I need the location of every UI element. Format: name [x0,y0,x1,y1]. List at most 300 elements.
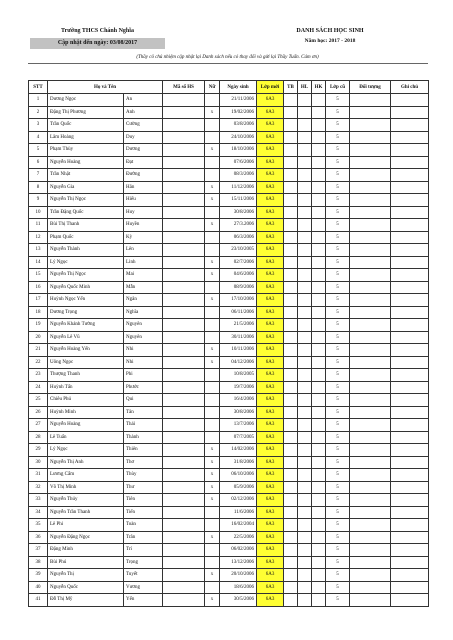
cell-stt: 30 [29,456,48,469]
cell-given-name: Tuyết [124,569,163,582]
cell-old-class: 5 [326,406,350,419]
cell-new-class: 6A3 [257,544,284,557]
cell-student-id [163,494,205,507]
cell-notes [391,531,429,544]
cell-hl [298,581,312,594]
cell-family-name: Nguyễn Quốc [48,581,124,594]
cell-hk [312,119,326,132]
cell-notes [391,356,429,369]
cell-birthdate: 08/9/2006 [220,281,257,294]
cell-family-name: Võ Thị Minh [48,481,124,494]
cell-given-name: Tiên [124,494,163,507]
cell-birthdate: 18/6/2006 [220,581,257,594]
cell-old-class: 5 [326,581,350,594]
cell-new-class: 6A3 [257,306,284,319]
cell-old-class: 5 [326,344,350,357]
cell-new-class: 6A3 [257,506,284,519]
document-title: DANH SÁCH HỌC SINH [296,28,364,34]
cell-female [205,419,220,432]
cell-old-class: 5 [326,94,350,107]
cell-hl [298,169,312,182]
cell-tb [284,469,298,482]
cell-stt: 15 [29,269,48,282]
cell-female: x [205,144,220,157]
cell-family-name: Nguyễn Hoàng [48,156,124,169]
cell-new-class: 6A3 [257,556,284,569]
cell-stt: 33 [29,494,48,507]
cell-new-class: 6A3 [257,194,284,207]
table-row [29,469,429,482]
table-row [29,144,429,157]
cell-old-class: 5 [326,569,350,582]
cell-category [350,569,391,582]
cell-stt: 3 [29,119,48,132]
cell-female [205,369,220,382]
table-row [29,431,429,444]
cell-tb [284,119,298,132]
cell-old-class: 5 [326,431,350,444]
cell-old-class: 5 [326,269,350,282]
cell-birthdate: 13/12/2006 [220,556,257,569]
cell-student-id [163,231,205,244]
cell-category [350,494,391,507]
table-row [29,356,429,369]
cell-stt: 2 [29,106,48,119]
cell-new-class: 6A3 [257,594,284,607]
cell-given-name: Phước [124,381,163,394]
cell-family-name: Lương Cẩm [48,469,124,482]
cell-female: x [205,569,220,582]
cell-old-class: 5 [326,519,350,532]
cell-female [205,244,220,257]
cell-given-name: Trí [124,544,163,557]
cell-stt: 39 [29,569,48,582]
cell-female: x [205,269,220,282]
table-row [29,206,429,219]
cell-given-name: Tân [124,406,163,419]
cell-female [205,131,220,144]
cell-old-class: 5 [326,506,350,519]
cell-new-class: 6A3 [257,469,284,482]
cell-given-name: Mai [124,269,163,282]
cell-notes [391,419,429,432]
cell-family-name: Nguyễn Quốc Minh [48,281,124,294]
cell-birthdate: 03/8/2006 [220,119,257,132]
cell-category [350,406,391,419]
cell-old-class: 5 [326,194,350,207]
cell-family-name: Huỳnh Ngọc Yến [48,294,124,307]
cell-old-class: 5 [326,306,350,319]
cell-tb [284,594,298,607]
cell-student-id [163,131,205,144]
cell-family-name: Nguyễn Gia [48,181,124,194]
col-header-category: Đối tượng [350,81,391,94]
cell-tb [284,356,298,369]
cell-birthdate: 16/4/2006 [220,394,257,407]
cell-given-name: Dương [124,144,163,157]
cell-student-id [163,406,205,419]
cell-category [350,306,391,319]
cell-female: x [205,481,220,494]
cell-given-name: Nhi [124,356,163,369]
col-header-student-id: Mã số HS [163,81,205,94]
cell-stt: 38 [29,556,48,569]
cell-notes [391,594,429,607]
cell-family-name: Đặng Minh [48,544,124,557]
cell-tb [284,506,298,519]
cell-student-id [163,456,205,469]
cell-student-id [163,581,205,594]
cell-old-class: 5 [326,369,350,382]
cell-new-class: 6A3 [257,381,284,394]
cell-old-class: 5 [326,481,350,494]
table-row [29,381,429,394]
cell-birthdate: 07/7/2005 [220,431,257,444]
cell-notes [391,306,429,319]
cell-female: x [205,356,220,369]
cell-hl [298,244,312,257]
cell-female: x [205,594,220,607]
cell-new-class: 6A3 [257,331,284,344]
cell-hk [312,231,326,244]
cell-hl [298,406,312,419]
cell-given-name: Vương [124,581,163,594]
cell-notes [391,169,429,182]
cell-hk [312,256,326,269]
cell-stt: 34 [29,506,48,519]
cell-hk [312,456,326,469]
cell-new-class: 6A3 [257,369,284,382]
cell-hk [312,431,326,444]
cell-old-class: 5 [326,456,350,469]
cell-given-name: Hân [124,181,163,194]
cell-female: x [205,256,220,269]
cell-given-name: An [124,94,163,107]
cell-hl [298,494,312,507]
cell-new-class: 6A3 [257,569,284,582]
cell-notes [391,244,429,257]
cell-old-class: 5 [326,356,350,369]
cell-stt: 10 [29,206,48,219]
cell-old-class: 5 [326,294,350,307]
cell-category [350,519,391,532]
cell-student-id [163,531,205,544]
cell-birthdate: 22/5/2006 [220,531,257,544]
cell-birthdate: 04/6/2006 [220,269,257,282]
col-header-tb: TB [284,81,298,94]
cell-tb [284,256,298,269]
cell-student-id [163,219,205,232]
cell-female: x [205,294,220,307]
cell-birthdate: 30/8/2006 [220,206,257,219]
cell-stt: 28 [29,431,48,444]
cell-category [350,206,391,219]
cell-given-name: Tiến [124,506,163,519]
cell-family-name: Nguyễn Khánh Tường [48,319,124,332]
cell-student-id [163,119,205,132]
cell-student-id [163,144,205,157]
cell-notes [391,219,429,232]
table-row [29,569,429,582]
cell-tb [284,94,298,107]
table-row [29,244,429,257]
cell-notes [391,319,429,332]
cell-tb [284,581,298,594]
cell-family-name: Dương Ngọc [48,94,124,107]
cell-new-class: 6A3 [257,219,284,232]
cell-hk [312,531,326,544]
cell-hl [298,369,312,382]
cell-student-id [163,381,205,394]
cell-hl [298,269,312,282]
cell-hk [312,381,326,394]
col-header-new-class: Lớp mới [257,81,284,94]
cell-family-name: Trần Đặng Quốc [48,206,124,219]
cell-given-name: Huyền [124,219,163,232]
cell-hk [312,144,326,157]
cell-family-name: Đặng Thị Phương [48,106,124,119]
cell-new-class: 6A3 [257,144,284,157]
cell-hk [312,406,326,419]
cell-female [205,331,220,344]
cell-stt: 18 [29,306,48,319]
table-row [29,319,429,332]
cell-new-class: 6A3 [257,494,284,507]
cell-female [205,544,220,557]
cell-tb [284,569,298,582]
cell-hl [298,331,312,344]
cell-stt: 16 [29,281,48,294]
table-row [29,481,429,494]
cell-tb [284,431,298,444]
cell-hk [312,156,326,169]
cell-stt: 41 [29,594,48,607]
cell-hk [312,306,326,319]
cell-new-class: 6A3 [257,394,284,407]
cell-birthdate: 20/10/2006 [220,569,257,582]
cell-new-class: 6A3 [257,419,284,432]
cell-hk [312,506,326,519]
cell-category [350,194,391,207]
cell-tb [284,519,298,532]
cell-tb [284,444,298,457]
cell-female [205,556,220,569]
cell-given-name: Nguyên [124,319,163,332]
student-rows [29,94,429,607]
cell-hk [312,369,326,382]
table-row [29,419,429,432]
cell-tb [284,319,298,332]
cell-female: x [205,444,220,457]
table-row [29,494,429,507]
cell-given-name: Thái [124,419,163,432]
cell-hl [298,381,312,394]
cell-notes [391,581,429,594]
cell-hl [298,131,312,144]
cell-category [350,419,391,432]
cell-notes [391,406,429,419]
cell-notes [391,569,429,582]
col-header-notes: Ghi chú [391,81,429,94]
cell-stt: 24 [29,381,48,394]
table-row [29,544,429,557]
cell-given-name: Thiên [124,444,163,457]
cell-hl [298,306,312,319]
cell-student-id [163,244,205,257]
cell-birthdate: 11/6/2006 [220,506,257,519]
cell-tb [284,531,298,544]
cell-given-name: Thơ [124,456,163,469]
cell-tb [284,306,298,319]
cell-hk [312,581,326,594]
cell-category [350,256,391,269]
cell-female [205,581,220,594]
cell-female: x [205,494,220,507]
header-divider [28,63,428,64]
cell-given-name: Nghĩa [124,306,163,319]
instruction-note: (Thầy cô chủ nhiệm cập nhật lại Danh sách nếu có thay đổi và gửi lại Thầy Tuấn. Cám ơn) [136,55,319,60]
cell-hk [312,356,326,369]
cell-notes [391,481,429,494]
cell-notes [391,469,429,482]
cell-hk [312,344,326,357]
cell-new-class: 6A3 [257,244,284,257]
cell-family-name: Phạm Quốc [48,231,124,244]
cell-hl [298,556,312,569]
cell-stt: 31 [29,469,48,482]
cell-student-id [163,506,205,519]
cell-category [350,294,391,307]
cell-hk [312,544,326,557]
cell-student-id [163,469,205,482]
cell-family-name: Uông Ngọc [48,356,124,369]
cell-tb [284,481,298,494]
cell-female [205,206,220,219]
cell-notes [391,256,429,269]
cell-female: x [205,194,220,207]
cell-category [350,356,391,369]
cell-stt: 19 [29,319,48,332]
cell-notes [391,281,429,294]
table-row [29,394,429,407]
cell-birthdate: 15/11/2006 [220,194,257,207]
cell-female [205,231,220,244]
cell-category [350,131,391,144]
cell-female [205,319,220,332]
cell-category [350,431,391,444]
cell-notes [391,381,429,394]
cell-old-class: 5 [326,169,350,182]
cell-given-name: Thư [124,481,163,494]
cell-given-name: Huy [124,206,163,219]
cell-tb [284,544,298,557]
cell-given-name: Linh [124,256,163,269]
cell-family-name: Bùi Phú [48,556,124,569]
cell-birthdate: 27/3.2006 [220,219,257,232]
cell-hl [298,194,312,207]
cell-old-class: 5 [326,544,350,557]
cell-notes [391,181,429,194]
cell-hl [298,569,312,582]
cell-new-class: 6A3 [257,356,284,369]
cell-hl [298,531,312,544]
cell-family-name: Trần Nhật [48,169,124,182]
cell-category [350,556,391,569]
cell-tb [284,281,298,294]
cell-hl [298,431,312,444]
cell-stt: 36 [29,531,48,544]
cell-category [350,144,391,157]
cell-hl [298,206,312,219]
cell-category [350,481,391,494]
table-row [29,194,429,207]
cell-stt: 21 [29,344,48,357]
cell-old-class: 5 [326,594,350,607]
cell-hl [298,394,312,407]
cell-student-id [163,331,205,344]
cell-old-class: 5 [326,206,350,219]
cell-student-id [163,106,205,119]
cell-category [350,581,391,594]
table-row [29,156,429,169]
cell-stt: 40 [29,581,48,594]
cell-hl [298,144,312,157]
cell-old-class: 5 [326,231,350,244]
cell-old-class: 5 [326,381,350,394]
cell-female [205,506,220,519]
table-row [29,219,429,232]
cell-birthdate: 06/11/2006 [220,306,257,319]
cell-student-id [163,94,205,107]
cell-family-name: Nguyễn Hoàng [48,419,124,432]
cell-notes [391,144,429,157]
cell-new-class: 6A3 [257,206,284,219]
cell-birthdate: 07/6/2006 [220,156,257,169]
cell-new-class: 6A3 [257,256,284,269]
cell-birthdate: 18/10/2006 [220,144,257,157]
cell-hk [312,569,326,582]
cell-student-id [163,344,205,357]
cell-old-class: 5 [326,144,350,157]
cell-category [350,106,391,119]
cell-category [350,594,391,607]
cell-new-class: 6A3 [257,519,284,532]
cell-new-class: 6A3 [257,531,284,544]
col-header-hl: HL [298,81,312,94]
cell-given-name: Nhi [124,344,163,357]
cell-hk [312,194,326,207]
cell-hl [298,506,312,519]
cell-female: x [205,219,220,232]
cell-birthdate: 04/12/2006 [220,356,257,369]
cell-hl [298,156,312,169]
cell-family-name: Dương Trọng [48,306,124,319]
cell-tb [284,556,298,569]
cell-new-class: 6A3 [257,169,284,182]
cell-family-name: Đỗ Thị Mỹ [48,594,124,607]
cell-student-id [163,269,205,282]
col-header-female: Nữ [205,81,220,94]
cell-stt: 25 [29,394,48,407]
cell-new-class: 6A3 [257,406,284,419]
cell-new-class: 6A3 [257,344,284,357]
cell-new-class: 6A3 [257,431,284,444]
cell-stt: 11 [29,219,48,232]
cell-old-class: 5 [326,444,350,457]
table-row [29,331,429,344]
cell-student-id [163,556,205,569]
cell-student-id [163,419,205,432]
